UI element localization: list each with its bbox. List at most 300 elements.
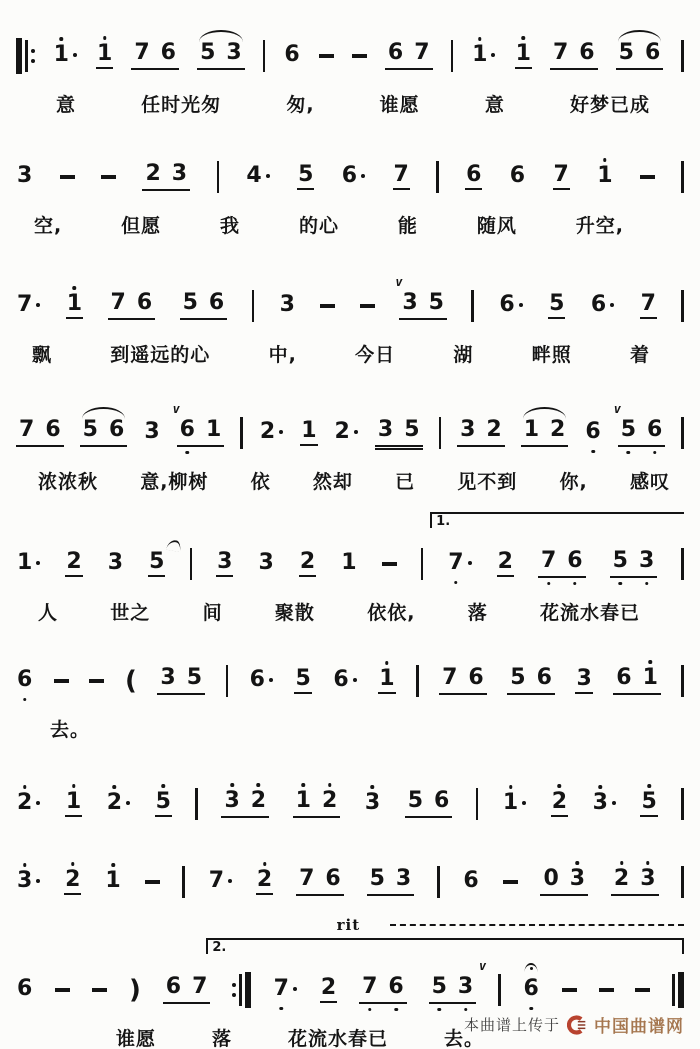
lyrics-row: [116, 1024, 484, 1049]
note: [523, 978, 540, 1002]
breath-mark-icon: v: [613, 402, 621, 416]
note-digit: 2: [299, 549, 316, 574]
octave-dot-below-icon: [529, 1007, 533, 1011]
note: [148, 551, 165, 577]
volta-label: 1.: [436, 514, 451, 529]
beamed-group: [385, 42, 433, 70]
note: [320, 977, 337, 1003]
note-digit: 5: [404, 417, 420, 442]
augmentation-dot-icon: [126, 801, 130, 805]
note-digit: 3: [279, 292, 295, 317]
note-digit: 6: [616, 665, 632, 690]
beamed-group: [157, 667, 205, 695]
lyric-segment: 间: [202, 602, 223, 624]
barline: [681, 290, 684, 322]
note-digit: 1: [523, 417, 540, 442]
lyric-segment: 浓浓秋: [38, 471, 99, 493]
note: [65, 791, 82, 817]
lyric-segment: 见不到: [457, 471, 518, 493]
note-digit: 7: [448, 552, 463, 574]
note: [104, 870, 121, 894]
note-digit: 2: [497, 549, 513, 574]
note-digit: 2: [65, 869, 80, 891]
barline: [681, 161, 684, 193]
beamed-group: [172, 402, 225, 447]
thick-icon: [245, 972, 251, 1008]
note-digit: 5: [149, 549, 165, 574]
beamed-group: [142, 163, 190, 191]
lyrics-row: [34, 211, 624, 238]
note: [553, 164, 570, 190]
note-digit: 6: [45, 417, 61, 442]
note-digit: 5: [432, 976, 447, 998]
notes-row: [16, 655, 684, 707]
beamed-group: [131, 42, 179, 70]
lyric-segment: 但愿: [121, 215, 162, 237]
note-digit: 1: [205, 417, 222, 442]
note: [584, 421, 601, 445]
note: [283, 44, 300, 68]
note-digit: 6: [567, 550, 582, 572]
dot-icon: [31, 59, 35, 63]
beamed-group: [616, 42, 664, 70]
note-digit: 6: [387, 40, 404, 65]
note-digit: 5: [621, 419, 636, 441]
note: [256, 869, 273, 895]
thick-icon: [16, 38, 22, 74]
note: [44, 419, 61, 443]
note-digit: 6: [468, 665, 484, 690]
note-digit: 2: [614, 868, 629, 890]
note: [216, 551, 233, 577]
notes-row: [16, 151, 684, 203]
note: [16, 294, 41, 318]
duration-dash: [320, 304, 335, 309]
note-digit: 5: [200, 40, 216, 65]
barline: [195, 788, 198, 820]
beamed-group: [521, 419, 569, 447]
barline: [263, 40, 266, 72]
note: [549, 419, 566, 443]
rit-extension-line: [390, 924, 684, 926]
note: [369, 868, 386, 892]
breath-mark-icon: v: [395, 275, 403, 289]
note: [208, 292, 225, 316]
note-digit: 5: [549, 291, 565, 316]
lyric-segment: 依: [250, 471, 271, 493]
octave-dot-above-icon: [603, 158, 607, 162]
beamed-group: [507, 667, 555, 695]
octave-dot-above-icon: [73, 286, 77, 290]
note-digit: 1: [379, 668, 394, 690]
note: [642, 667, 659, 691]
lyric-segment: 到遥远的心: [110, 344, 211, 366]
watermark-prefix-text: 本曲谱上传于: [463, 1016, 560, 1034]
lyric-segment: 意,柳树: [140, 471, 209, 493]
note: [171, 163, 188, 187]
note-digit: 5: [82, 417, 98, 442]
beamed-group: [293, 790, 341, 818]
site-logo-icon: [567, 1015, 587, 1035]
note-digit: 3: [107, 550, 124, 575]
octave-dot-above-icon: [111, 863, 115, 867]
octave-dot-above-icon: [599, 785, 603, 789]
note-digit: 3: [402, 290, 418, 315]
note-digit: 6: [524, 978, 539, 1000]
octave-dot-below-icon: [547, 582, 551, 586]
note-digit: 6: [341, 163, 358, 188]
lyric-segment: 去。: [443, 1028, 484, 1049]
note-digit: 6: [108, 417, 125, 442]
note: [485, 419, 502, 443]
lyric-segment: 任时光匆: [141, 94, 222, 116]
octave-dot-above-icon: [257, 783, 261, 787]
note: [279, 294, 296, 318]
note: [186, 667, 203, 691]
beamed-group: [221, 790, 269, 818]
note-digit: 6: [585, 421, 600, 443]
note-digit: 1: [105, 870, 120, 892]
note-digit: 1: [341, 550, 357, 575]
octave-dot-above-icon: [23, 863, 27, 867]
note: [387, 42, 404, 66]
watermark: [464, 1012, 684, 1037]
octave-dot-above-icon: [113, 785, 117, 789]
music-system: [16, 655, 684, 742]
lyric-segment: 湖: [453, 344, 474, 366]
note: [16, 552, 41, 576]
augmentation-dot-icon: [73, 53, 77, 57]
note-digit: 1: [516, 43, 531, 65]
note: [249, 669, 274, 693]
note: [548, 293, 565, 319]
barline: [436, 161, 439, 193]
augmentation-dot-icon: [36, 561, 40, 565]
note: [502, 792, 527, 816]
lyric-segment: 感叹: [629, 471, 670, 493]
note: [143, 421, 160, 445]
note: [321, 790, 338, 814]
note: [509, 667, 526, 691]
barline: [182, 866, 185, 898]
barline: [190, 548, 193, 580]
note: [144, 163, 161, 187]
note: [401, 292, 418, 316]
octave-dot-below-icon: [394, 1008, 398, 1012]
lyric-segment: 飘: [32, 344, 53, 366]
barline: [681, 417, 684, 449]
note: [273, 978, 298, 1002]
note-digit: 2: [107, 792, 122, 814]
lyrics-row: [50, 715, 684, 742]
barline: [421, 548, 424, 580]
note: [620, 419, 637, 443]
note-digit: 3: [639, 550, 654, 572]
duration-dash: [635, 988, 650, 993]
note: [324, 868, 341, 892]
beamed-group: [16, 419, 64, 447]
note: [16, 978, 33, 1002]
note-digit: 5: [510, 665, 526, 690]
note: [551, 791, 568, 817]
octave-dot-above-icon: [230, 783, 234, 787]
watermark-site-name: 中国曲谱网: [594, 1017, 684, 1037]
note-digit: 1: [97, 43, 112, 65]
note: [106, 792, 131, 816]
note-digit: 6: [17, 669, 32, 691]
note: [640, 791, 657, 817]
beamed-group: [613, 667, 661, 695]
note-digit: 6: [17, 976, 33, 1001]
augmentation-dot-icon: [519, 303, 523, 307]
note: [471, 44, 496, 68]
note-digit: 3: [224, 790, 239, 812]
music-system: [16, 151, 684, 238]
augmentation-dot-icon: [491, 53, 495, 57]
note: [334, 421, 359, 445]
lyric-segment: 随风: [476, 215, 517, 237]
octave-dot-above-icon: [521, 36, 525, 40]
note-digit: 5: [369, 866, 385, 891]
note: [462, 870, 479, 894]
note: [16, 165, 33, 189]
note-digit: 1: [503, 792, 518, 814]
music-system: [16, 778, 684, 830]
note-digit: 7: [393, 162, 409, 187]
beamed-group: [163, 976, 211, 1004]
octave-dot-below-icon: [23, 698, 27, 702]
note-digit: 5: [613, 550, 628, 572]
note: [299, 551, 316, 577]
repeat-dots: [232, 980, 236, 1000]
note: [393, 164, 410, 190]
note: [515, 43, 532, 69]
barline: [471, 290, 474, 322]
note: [340, 552, 357, 576]
barline: [681, 665, 684, 697]
note-digit: 5: [186, 665, 203, 690]
note-digit: 6: [463, 868, 479, 893]
duration-dash: [562, 988, 577, 993]
note-digit: 7: [362, 976, 377, 998]
parenthesis: (: [124, 666, 137, 696]
beamed-group: [395, 275, 447, 320]
note-digit: 3: [460, 417, 476, 442]
beamed-group: [538, 550, 586, 578]
lyric-segment: 着: [629, 344, 650, 366]
beamed-group: [540, 868, 588, 896]
note: [179, 419, 196, 443]
note: [223, 790, 240, 814]
augmentation-dot-icon: [353, 678, 357, 682]
barline: [217, 161, 220, 193]
note: [413, 42, 430, 66]
octave-dot-below-icon: [573, 582, 577, 586]
note-digit: 1: [17, 550, 33, 575]
note-digit: 3: [458, 976, 473, 998]
augmentation-dot-icon: [293, 987, 297, 991]
barline: [498, 974, 501, 1006]
lyric-segment: 的心: [298, 215, 339, 237]
lyric-segment: 已: [395, 471, 416, 493]
note-digit: 5: [295, 666, 311, 691]
note-digit: 5: [156, 791, 171, 813]
augmentation-dot-icon: [269, 678, 273, 682]
note-digit: 6: [499, 292, 515, 317]
note: [509, 165, 526, 189]
dot-icon: [232, 993, 236, 997]
note-digit: 3: [160, 665, 176, 690]
note-digit: 2: [322, 790, 337, 812]
lyrics-row: [38, 467, 670, 494]
note: [590, 294, 615, 318]
volta-bracket: [430, 512, 684, 528]
note: [300, 420, 317, 446]
barline: [252, 290, 255, 322]
barline: [681, 40, 684, 72]
note: [341, 165, 366, 189]
augmentation-dot-icon: [228, 879, 232, 883]
lyrics-row: [38, 598, 640, 625]
fermata-icon: [525, 963, 538, 972]
octave-dot-above-icon: [328, 783, 332, 787]
repeat-dots: [31, 46, 35, 66]
note: [497, 551, 514, 577]
note: [639, 868, 656, 892]
note-digit: 3: [217, 549, 233, 574]
barline: [681, 788, 684, 820]
note-digit: 1: [597, 165, 612, 187]
lyric-segment: 匆,: [286, 94, 315, 116]
note-digit: 4: [246, 163, 262, 188]
lyric-segment: 畔照: [531, 344, 572, 366]
note-digit: 2: [66, 549, 82, 574]
breath-mark-icon: v: [172, 402, 180, 416]
note: [596, 165, 613, 189]
augmentation-dot-icon: [612, 801, 616, 805]
lyric-segment: 谁愿: [379, 94, 420, 116]
octave-dot-above-icon: [647, 784, 651, 788]
lyric-segment: 世之: [110, 602, 151, 624]
augmentation-dot-icon: [522, 801, 526, 805]
note-digit: 3: [593, 792, 608, 814]
octave-dot-above-icon: [478, 37, 482, 41]
lyric-segment: 落: [211, 1028, 232, 1049]
note-digit: 7: [134, 40, 150, 65]
note: [498, 294, 523, 318]
note: [53, 44, 78, 68]
note-digit: 3: [576, 666, 592, 691]
note: [364, 792, 381, 816]
note: [638, 550, 655, 574]
lyric-segment: 人: [38, 602, 59, 624]
note: [332, 669, 357, 693]
notes-row: [16, 30, 684, 82]
note-digit: 3: [395, 866, 412, 891]
note: [208, 870, 233, 894]
note-digit: 2: [486, 417, 502, 442]
note: [575, 668, 592, 694]
note-digit: 3: [365, 792, 380, 814]
augmentation-dot-icon: [361, 174, 365, 178]
lyric-segment: 去。: [50, 719, 91, 741]
octave-dot-above-icon: [558, 784, 562, 788]
note: [467, 667, 484, 691]
note-digit: 2: [259, 419, 276, 444]
note: [108, 419, 125, 443]
duration-dash: [352, 54, 367, 59]
note-digit: 6: [165, 974, 182, 999]
note-digit: 6: [579, 40, 595, 65]
note-digit: 7: [553, 162, 569, 187]
note: [96, 43, 113, 69]
barline: [416, 665, 419, 697]
dot-icon: [232, 983, 236, 987]
duration-dash: [101, 175, 116, 180]
note-digit: 3: [377, 417, 394, 442]
octave-dot-above-icon: [59, 37, 63, 41]
note: [542, 868, 559, 892]
note-digit: 6: [208, 290, 225, 315]
duration-dash: [360, 304, 375, 309]
note-digit: 3: [258, 550, 274, 575]
note-digit: 3: [144, 419, 160, 444]
music-system: [16, 275, 684, 367]
notes-row: [16, 959, 684, 1016]
lyric-segment: 意: [56, 94, 77, 116]
barline: [437, 866, 440, 898]
barline: [476, 788, 479, 820]
note: [295, 790, 312, 814]
octave-dot-below-icon: [627, 451, 631, 455]
note: [457, 976, 474, 1000]
octave-dot-above-icon: [161, 784, 165, 788]
octave-dot-above-icon: [646, 861, 650, 865]
beamed-group: [180, 292, 228, 320]
beamed-group: [439, 667, 487, 695]
note: [433, 790, 450, 814]
augmentation-dot-icon: [36, 879, 40, 883]
note-digit: 3: [17, 163, 33, 188]
note: [182, 292, 199, 316]
beamed-group: [457, 419, 505, 447]
note-digit: 2: [145, 161, 161, 186]
note-digit: 3: [640, 868, 655, 890]
note: [160, 42, 177, 66]
note-digit: 1: [67, 293, 82, 315]
note: [107, 552, 124, 576]
beamed-group: [367, 868, 415, 896]
octave-dot-below-icon: [454, 581, 458, 585]
note: [257, 552, 274, 576]
note-digit: 5: [641, 791, 656, 813]
parenthesis: ): [128, 975, 141, 1005]
note-digit: 6: [325, 866, 341, 891]
lyric-segment: 升空,: [575, 215, 624, 237]
note: [536, 667, 553, 691]
note-digit: 1: [643, 667, 658, 689]
octave-dot-below-icon: [280, 1007, 284, 1011]
note: [540, 550, 557, 574]
note-digit: 6: [333, 667, 349, 692]
lyric-segment: 空,: [34, 215, 63, 237]
duration-dash: [60, 175, 75, 180]
note-digit: 3: [17, 870, 32, 892]
beamed-group: [80, 419, 128, 447]
lyric-segment: 你,: [559, 471, 588, 493]
note: [159, 667, 176, 691]
octave-dot-below-icon: [368, 1008, 372, 1012]
